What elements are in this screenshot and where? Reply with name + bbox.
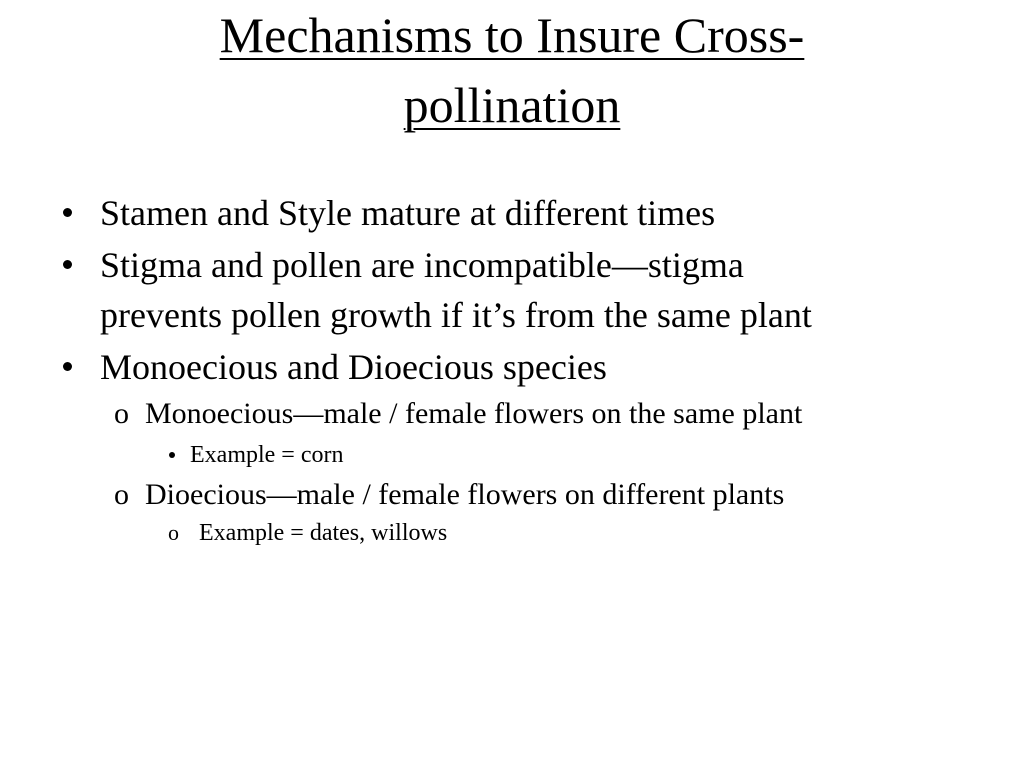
slide-title [0, 0, 1024, 140]
sub-item-monoecious: Monoecious—male / female flowers on the same plant [145, 397, 803, 430]
example-corn: Example = corn [190, 442, 344, 468]
sub-sub-bullet-o-icon: o [168, 520, 179, 545]
sub-sub-bullet-dot-icon [169, 452, 175, 458]
bullet-item-3: Monoecious and Dioecious species [100, 347, 607, 387]
title-line-2: pollination [403, 77, 621, 133]
title-line-1: Mechanisms to Insure Cross- [219, 7, 805, 63]
example-dates-willows: Example = dates, willows [199, 520, 448, 546]
bullet-item-1: Stamen and Style mature at different times [100, 193, 716, 233]
sub-bullet-o-icon: o [114, 478, 129, 511]
bullet-item-2-line-2: prevents pollen growth if it’s from the same plant [100, 295, 812, 335]
sub-item-dioecious: Dioecious—male / female flowers on different plants [145, 478, 785, 511]
bullet-dot-icon [63, 208, 72, 217]
bullet-dot-icon [63, 260, 72, 269]
sub-bullet-o-icon: o [114, 397, 129, 430]
bullet-dot-icon [63, 362, 72, 371]
bullet-item-2-line-1: Stigma and pollen are incompatible—stigma [100, 245, 744, 285]
